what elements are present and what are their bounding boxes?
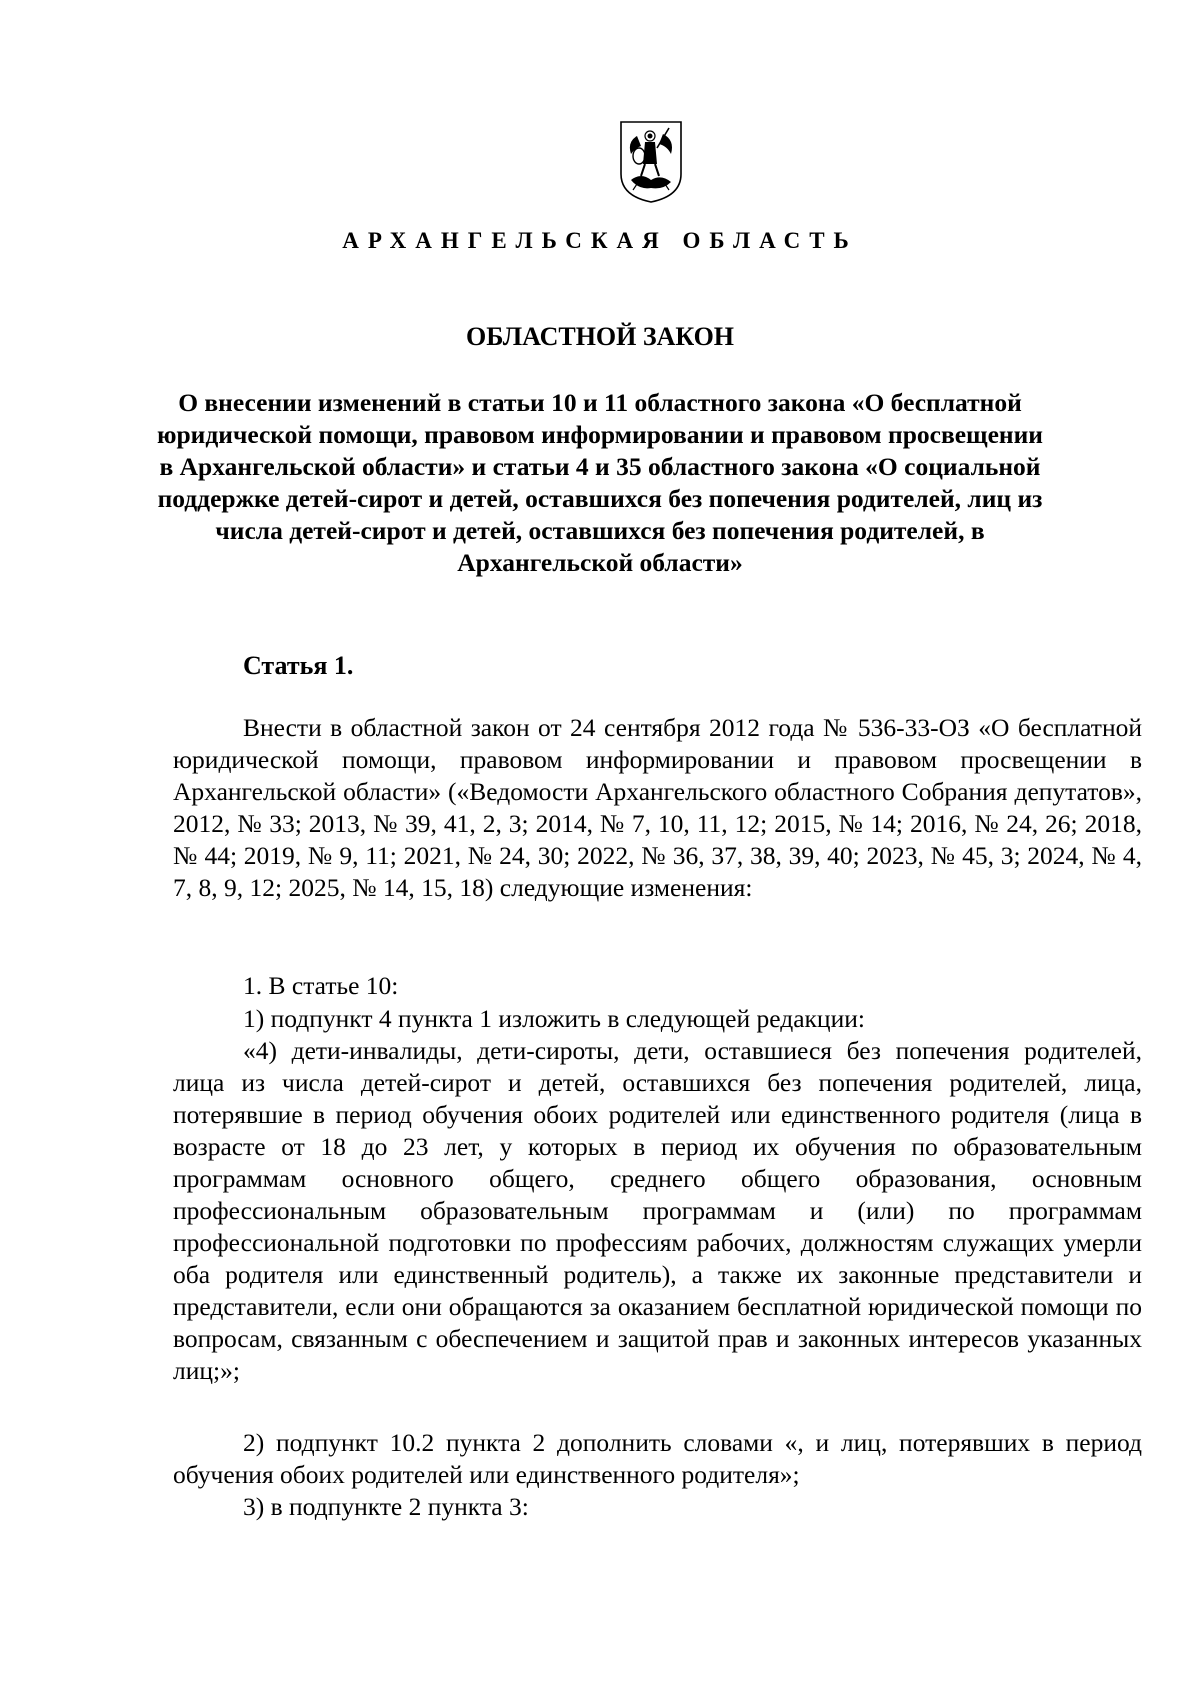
- article-heading: Статья 1.: [243, 651, 354, 680]
- law-type: ОБЛАСТНОЙ ЗАКОН: [465, 322, 735, 351]
- region-title: АРХАНГЕЛЬСКАЯ ОБЛАСТЬ: [342, 228, 858, 253]
- law-title: О внесении изменений в статьи 10 и 11 областного закона «О бесплатной юридической помощи, правовом информировании и правовом просвещении в Архангельской области» и статьи 4 и 35 областного закона «О социальной поддержке детей-сирот и детей, оставшихся без попечения родителей, лиц из числа детей-сирот и детей, оставшихся без попечения родителей, в Архангельской области»: [157, 388, 1043, 577]
- subparagraph-1: 1) подпункт 4 пункта 1 изложить в следующей редакции:: [243, 1004, 865, 1033]
- article-intro-paragraph: Внести в областной закон от 24 сентября 2012 года № 536-33-ОЗ «О бесплатной юридической помощи, правовом информировании и правовом просвещении в Архангельской области» («Ведомости Архангельского областного Собрания депутатов», 2012, № 33; 2013, № 39, 41, 2, 3; 2014, № 7, 10, 11, 12; 2015, № 14; 2016, № 24, 26; 2018, № 44; 2019, № 9, 11; 2021, № 24, 30; 2022, № 36, 37, 38, 39, 40; 2023, № 45, 3; 2024, № 4, 7, 8, 9, 12; 2025, № 14, 15, 18) следующие изменения:: [173, 713, 1142, 902]
- arkhangelsk-coat-of-arms-icon: [617, 118, 685, 204]
- subparagraph-3: 3) в подпункте 2 пункта 3:: [243, 1492, 529, 1521]
- quoted-amendment-paragraph: «4) дети-инвалиды, дети-сироты, дети, оставшиеся без попечения родителей, лица из числа детей-сирот и детей, оставшихся без попечения родителей, лица, потерявшие в период обучения обоих родителей или единственного родителя (лица в возрасте от 18 до 23 лет, у которых в период их обучения по образовательным программам основного общего, среднего общего образования, основным профессиональным образовательным программам и (или) по программам профессиональной подготовки по профессиям рабочих, должностям служащих умерли оба родителя или единственный родитель), а также их законные представители и представители, если они обращаются за оказанием бесплатной юридической помощи по вопросам, связанным с обеспечением и защитой прав и законных интересов указанных лиц;»;: [173, 1036, 1142, 1385]
- subparagraph-2: 2) подпункт 10.2 пункта 2 дополнить словами «, и лиц, потерявших в период обучения обоих родителей или единственного родителя»;: [173, 1428, 1142, 1489]
- section-1-heading: 1. В статье 10:: [243, 971, 399, 1000]
